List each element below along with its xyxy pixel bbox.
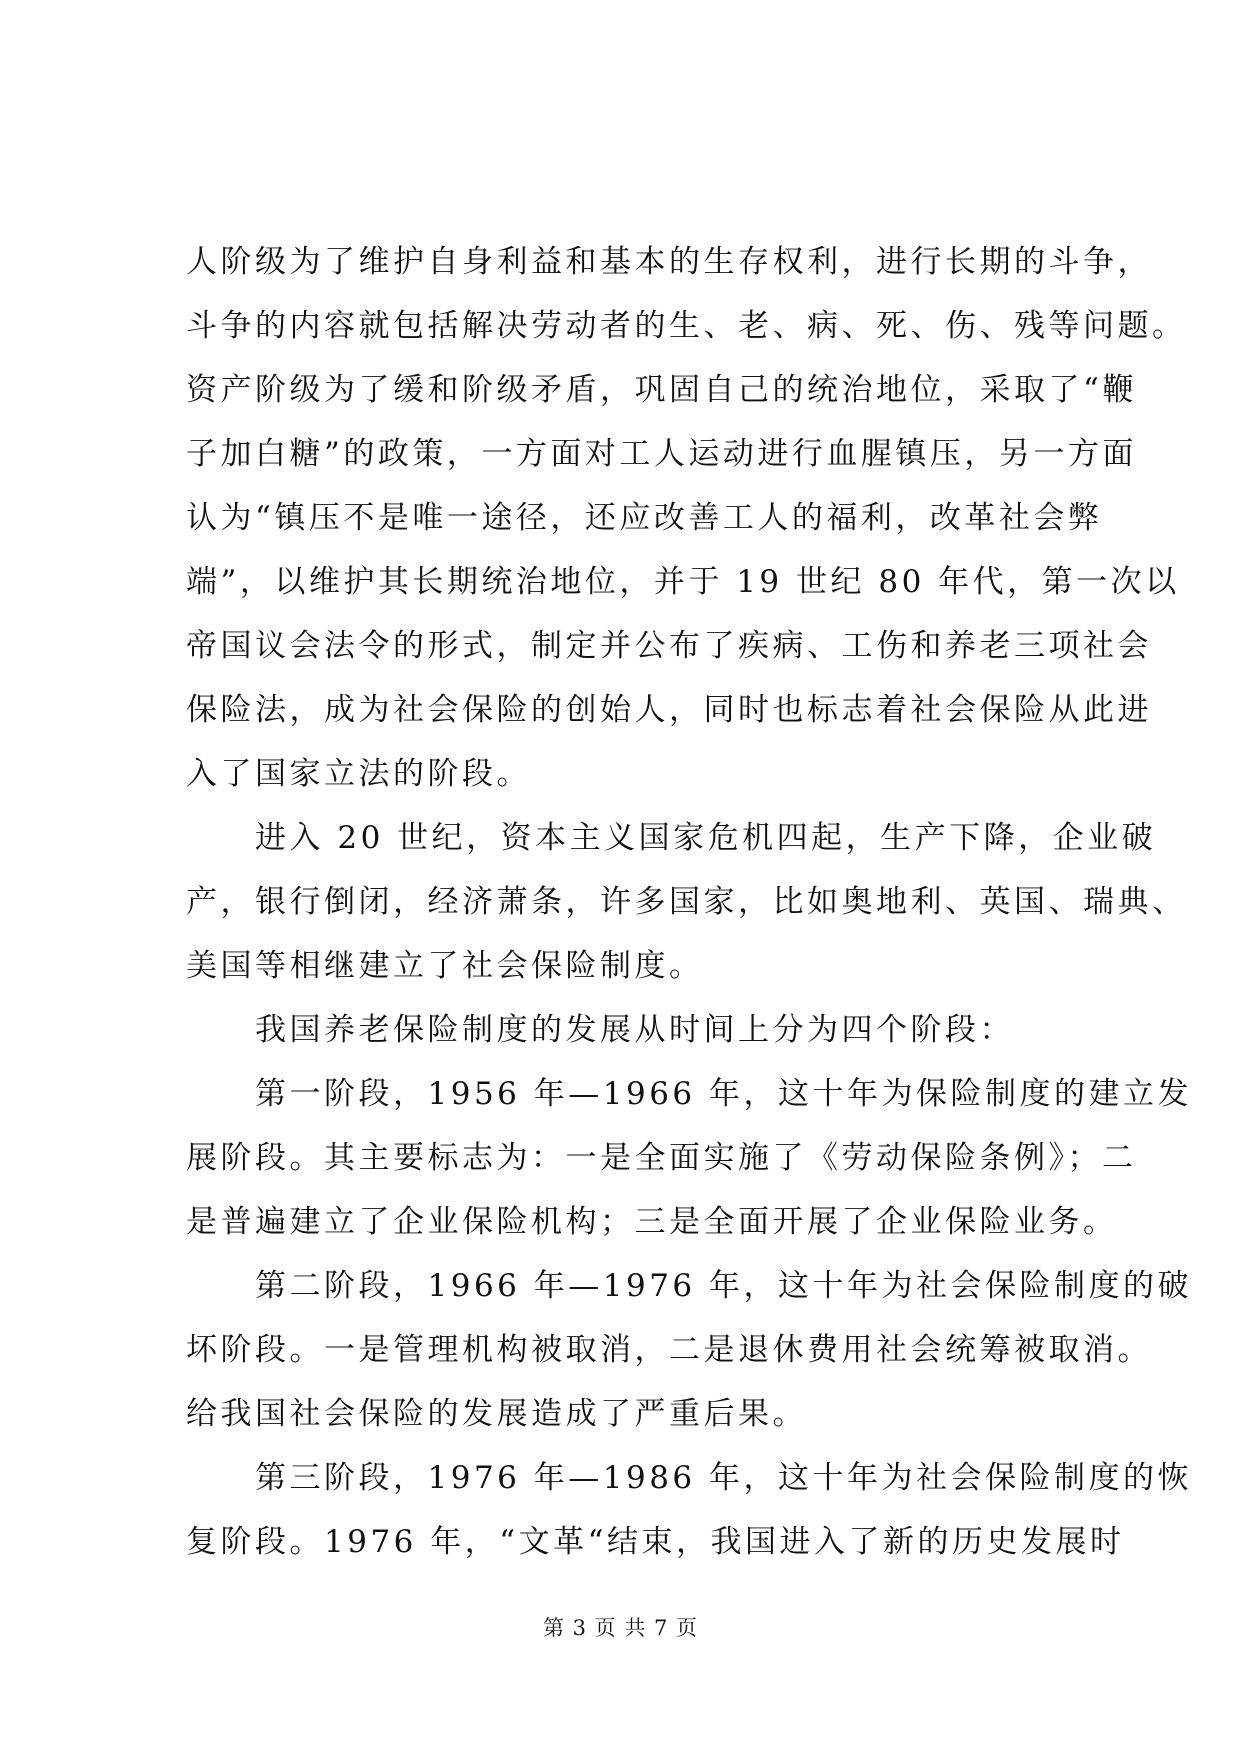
text-line: 第一阶段，1956 年—1966 年，这十年为保险制度的建立发 xyxy=(186,1076,1192,1112)
text-line: 入了国家立法的阶段。 xyxy=(186,756,531,792)
text-line: 美国等相继建立了社会保险制度。 xyxy=(186,948,704,984)
text-line: 资产阶级为了缓和阶级矛盾，巩固自己的统治地位，采取了“鞭 xyxy=(186,372,1137,408)
page-footer: 第 3 页 共 7 页 xyxy=(542,1616,699,1640)
text-line: 子加白糖”的政策，一方面对工人运动进行血腥镇压，另一方面 xyxy=(186,436,1137,472)
text-line: 进入 20 世纪，资本主义国家危机四起，生产下降，企业破 xyxy=(186,820,1157,856)
text-line: 保险法，成为社会保险的创始人，同时也标志着社会保险从此进 xyxy=(186,692,1152,728)
text-line: 斗争的内容就包括解决劳动者的生、老、病、死、伤、残等问题。 xyxy=(186,308,1187,344)
text-line: 坏阶段。一是管理机构被取消，二是退休费用社会统筹被取消。 xyxy=(186,1332,1152,1368)
text-line: 端”，以维护其长期统治地位，并于 19 世纪 80 年代，第一次以 xyxy=(186,564,1180,600)
text-line: 第二阶段，1966 年—1976 年，这十年为社会保险制度的破 xyxy=(186,1268,1192,1304)
text-line: 产，银行倒闭，经济萧条，许多国家，比如奥地利、英国、瑞典、 xyxy=(186,884,1187,920)
text-line: 展阶段。其主要标志为：一是全面实施了《劳动保险条例》；二 xyxy=(186,1140,1137,1176)
body-text xyxy=(186,230,1192,1574)
text-line: 复阶段。1976 年，“文革“结束，我国进入了新的历史发展时 xyxy=(186,1524,1125,1560)
text-line: 给我国社会保险的发展造成了严重后果。 xyxy=(186,1396,807,1432)
text-line: 帝国议会法令的形式，制定并公布了疾病、工伤和养老三项社会 xyxy=(186,628,1152,664)
text-line: 第三阶段，1976 年—1986 年，这十年为社会保险制度的恢 xyxy=(186,1460,1192,1496)
text-line: 认为“镇压不是唯一途径，还应改善工人的福利，改革社会弊 xyxy=(186,500,1103,536)
text-line: 是普遍建立了企业保险机构；三是全面开展了企业保险业务。 xyxy=(186,1204,1118,1240)
text-line: 我国养老保险制度的发展从时间上分为四个阶段： xyxy=(186,1012,1014,1048)
text-line: 人阶级为了维护自身利益和基本的生存权利，进行长期的斗争， xyxy=(186,244,1152,280)
